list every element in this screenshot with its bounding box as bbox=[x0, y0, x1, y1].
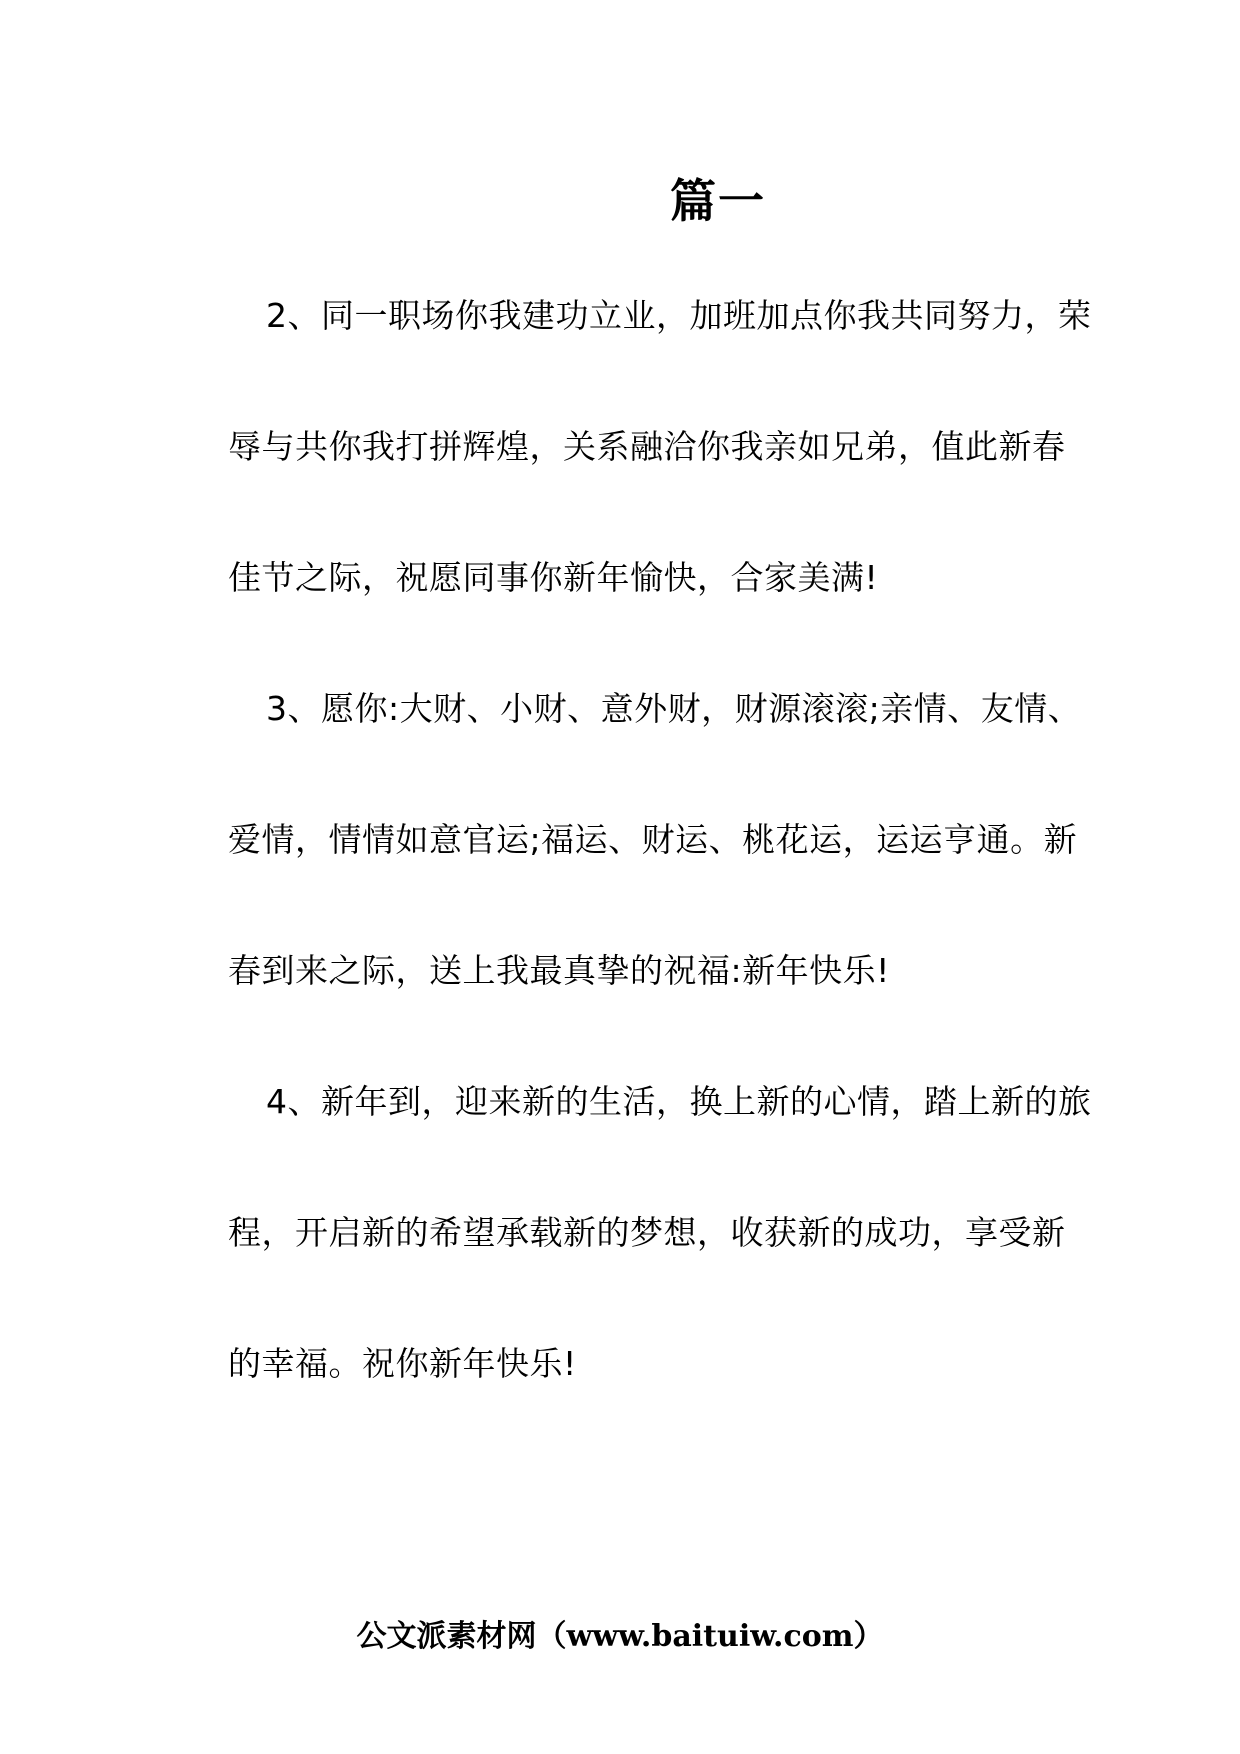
text-line: 爱情，情情如意官运;福运、财运、桃花运，运运亨通。新 bbox=[228, 820, 1078, 859]
page-footer: 公文派素材网（www.baituiw.com） bbox=[356, 1619, 884, 1654]
text-line: 4、新年到，迎来新的生活，换上新的心情，踏上新的旅 bbox=[266, 1082, 1092, 1121]
paragraph-2 bbox=[188, 286, 1092, 679]
text-line: 辱与共你我打拼辉煌，关系融洽你我亲如兄弟，值此新春 bbox=[228, 427, 1066, 466]
text-line: 佳节之际，祝愿同事你新年愉快，合家美满! bbox=[228, 558, 879, 597]
text-line: 春到来之际，送上我最真挚的祝福:新年快乐! bbox=[228, 951, 890, 990]
paragraph-4 bbox=[188, 1072, 1092, 1465]
text-line: 程，开启新的希望承载新的梦想，收获新的成功，享受新 bbox=[228, 1213, 1066, 1252]
body-text bbox=[188, 286, 1092, 1465]
page-title: 篇一 bbox=[670, 174, 766, 228]
text-line: 2、同一职场你我建功立业，加班加点你我共同努力，荣 bbox=[266, 296, 1092, 335]
paragraph-3 bbox=[188, 679, 1082, 1072]
text-line: 的幸福。祝你新年快乐! bbox=[228, 1344, 577, 1383]
text-line: 3、愿你:大财、小财、意外财，财源滚滚;亲情、友情、 bbox=[266, 689, 1082, 728]
